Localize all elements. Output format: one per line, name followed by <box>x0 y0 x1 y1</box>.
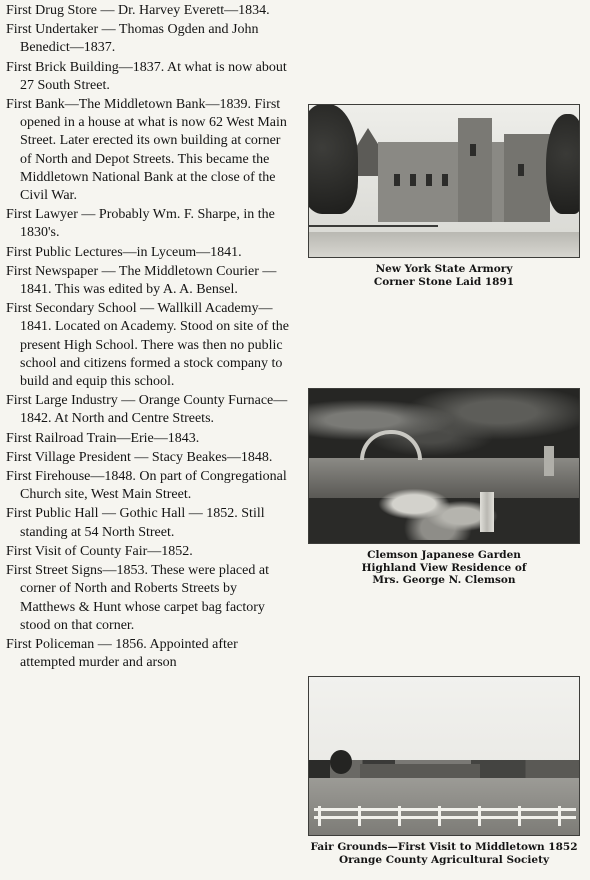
armory-caption-line1: New York State Armory <box>375 263 513 275</box>
garden-photo <box>308 388 580 544</box>
entry-bank: First Bank—The Middletown Bank—1839. First opened in a house at what is now 62 West Main Street. Later erected its own building at corner of North and Depot Streets. This became the Middletown National Bank at the close of the Civil War. <box>6 97 287 204</box>
entry-newspaper: First Newspaper — The Middletown Courier — 1841. This was edited by A. A. Bensel. <box>6 263 277 298</box>
garden-caption-line1: Clemson Japanese Garden <box>367 549 521 561</box>
garden-caption-line3: Mrs. George N. Clemson <box>372 574 516 586</box>
fair-caption <box>308 841 580 866</box>
entry-public-lectures: First Public Lectures—in Lyceum—1841. <box>6 244 242 260</box>
fair-photo <box>308 676 580 836</box>
garden-figure <box>308 388 580 587</box>
entry-drug-store: First Drug Store — Dr. Harvey Everett—1834. <box>6 3 270 18</box>
entry-lawyer: First Lawyer — Probably Wm. F. Sharpe, in the 1830's. <box>6 207 275 241</box>
armory-caption-line2: Corner Stone Laid 1891 <box>373 275 515 288</box>
armory-photo <box>308 104 580 258</box>
entry-public-hall: First Public Hall — Gothic Hall — 1852. Still standing at 54 North Street. <box>6 506 265 540</box>
entry-village-president: First Village President — Stacy Beakes—1848. <box>6 449 273 465</box>
entry-policeman: First Policeman — 1856. Appointed after attempted murder and arson <box>6 636 238 671</box>
armory-figure <box>308 104 580 288</box>
garden-caption-line2: Highland View Residence of <box>361 561 527 574</box>
fair-figure <box>308 676 580 866</box>
left-column <box>6 2 294 673</box>
entry-street-signs: First Street Signs—1853. These were placed at corner of North and Roberts Streets by Matthews & Hunt whose carpet bag factory stood on that corner. <box>6 563 269 633</box>
right-column <box>308 0 584 880</box>
entry-secondary-school: First Secondary School — Wallkill Academy—1841. Located on Academy. Stood on site of the present High School. There was then no public school and citizens formed a stock company to build and equip this school. <box>6 301 289 390</box>
entry-large-industry: First Large Industry — Orange County Furnace—1842. At North and Centre Streets. <box>6 393 288 427</box>
entry-county-fair: First Visit of County Fair—1852. <box>6 543 193 559</box>
entry-railroad-train: First Railroad Train—Erie—1843. <box>6 430 200 446</box>
entry-undertaker: First Undertaker — Thomas Ogden and John Benedict—1837. <box>6 22 259 56</box>
garden-caption <box>308 549 580 587</box>
entry-firehouse: First Firehouse—1848. On part of Congregational Church site, West Main Street. <box>6 469 287 503</box>
entry-brick-building: First Brick Building—1837. At what is now about 27 South Street. <box>6 59 287 93</box>
fair-caption-line2: Orange County Agricultural Society <box>338 853 550 866</box>
fair-caption-line1: Fair Grounds—First Visit to Middletown 1852 <box>310 841 578 853</box>
armory-caption <box>308 263 580 288</box>
